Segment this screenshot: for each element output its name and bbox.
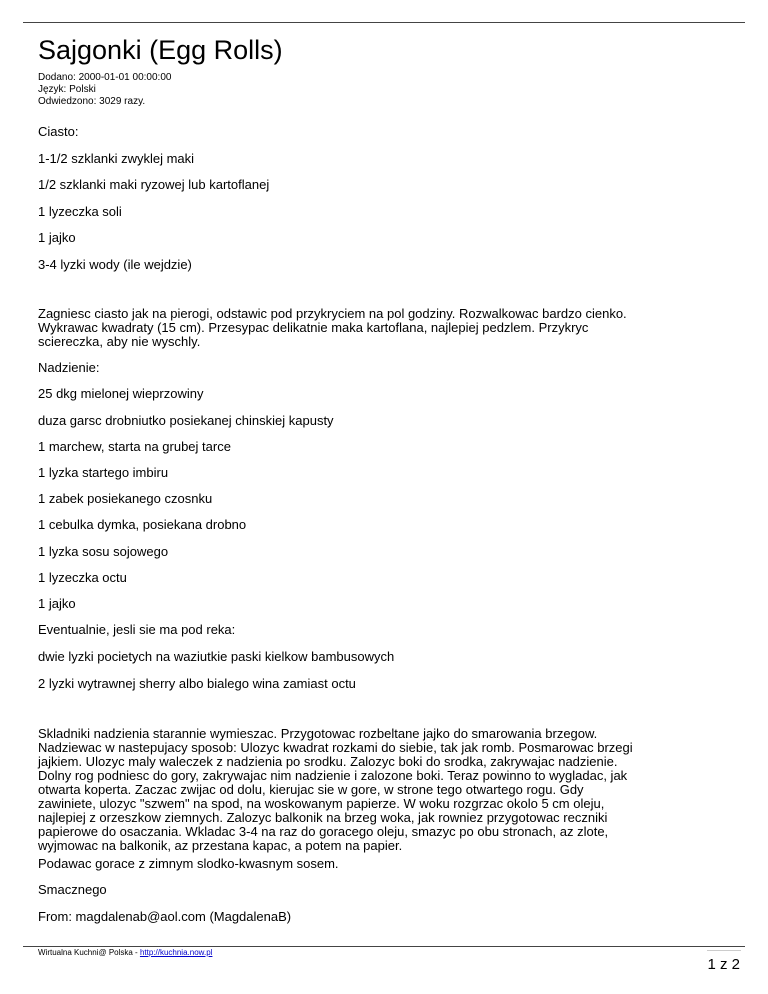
meta-added: Dodano: 2000-01-01 00:00:00 (38, 72, 172, 83)
top-divider (23, 22, 745, 23)
serving-note: Podawac gorace z zimnym slodko-kwasnym sosem. (38, 856, 339, 871)
footer-divider (23, 946, 745, 947)
dough-item: 1/2 szklanki maki ryzowej lub kartoflanej (38, 177, 270, 192)
filling-heading: Nadzienie: (38, 360, 100, 375)
recipe-title: Sajgonki (Egg Rolls) (38, 35, 283, 65)
filling-item: 1 zabek posiekanego czosnku (38, 491, 213, 506)
optional-heading: Eventualnie, jesli sie ma pod reka: (38, 622, 236, 637)
recipe-meta (38, 72, 171, 108)
dough-instructions: Zagniesc ciasto jak na pierogi, odstawic pod przykryciem na pol godziny. Rozwalkowac bardzo cienko. Wykrawac kwadraty (15 cm). Przesypac delikatnie maka kartoflana, najlepiej pedzlem. Przykryc sciereczka, aby nie wyschly. (38, 306, 627, 349)
closing-text: Smacznego (38, 882, 107, 897)
filling-item: 1 jajko (38, 596, 76, 611)
meta-language: Język: Polski (38, 84, 96, 95)
filling-item: 1 lyzka sosu sojowego (38, 544, 169, 559)
footer (38, 948, 212, 958)
dough-item: 3-4 lyzki wody (ile wejdzie) (38, 257, 192, 272)
filling-item: 25 dkg mielonej wieprzowiny (38, 386, 204, 401)
optional-item: dwie lyzki pocietych na waziutkie paski kielkow bambusowych (38, 649, 395, 664)
dough-heading: Ciasto: (38, 124, 79, 139)
author-line: From: magdalenab@aol.com (MagdalenaB) (38, 909, 292, 924)
filling-item: 1 lyzka startego imbiru (38, 465, 169, 480)
filling-item: 1 cebulka dymka, posiekana drobno (38, 517, 247, 532)
dough-item: 1-1/2 szklanki zwyklej maki (38, 151, 195, 166)
filling-item: 1 marchew, starta na grubej tarce (38, 439, 231, 454)
meta-visited: Odwiedzono: 3029 razy. (38, 96, 146, 107)
page-number: 1 z 2 (707, 956, 740, 973)
filling-instructions: Skladniki nadzienia starannie wymieszac. Przygotowac rozbeltane jajko do smarowania brzegow. Nadziewac w nastepujacy sposob: Ulozyc kwadrat rozkami do siebie, tak jak romb. Posmarowac brzegi jajkiem. Ulozyc maly waleczek z nadzienia po srodku. Zalozyc boki do srodka, zakrywajac nadzienie. Dolny rog podniesc do gory, zakrywajac nim nadzienie i zalozone boki. Teraz powinno to wygladac, jak otwarta koperta. Zaczac zwijac od dolu, kierujac sie w gore, w strone tego otwartego rogu. Gdy zawiniete, ulozyc "szwem" na spod, na woskowanym papierze. W woku rozgrzac okolo 5 cm oleju, najlepiej z orzeszkow ziemnych. Zalozyc balkonik na brzeg woka, jak rowniez przygotowac reczniki papierowe do osaczania. Wkladac 3-4 na raz do goracego oleju, smazyc po obu stronach, az zlote, wyjmowac na balkonik, az przestana kapac, a potem na papier. (38, 726, 633, 853)
footer-site-text: Wirtualna Kuchni@ Polska - (38, 948, 140, 957)
filling-item: 1 lyzeczka octu (38, 570, 127, 585)
footer-mark (707, 950, 741, 951)
footer-link[interactable]: http://kuchnia.now.pl (139, 948, 213, 957)
dough-item: 1 lyzeczka soli (38, 204, 122, 219)
dough-item: 1 jajko (38, 230, 76, 245)
optional-item: 2 lyzki wytrawnej sherry albo bialego wina zamiast octu (38, 676, 356, 691)
filling-item: duza garsc drobniutko posiekanej chinskiej kapusty (38, 413, 334, 428)
